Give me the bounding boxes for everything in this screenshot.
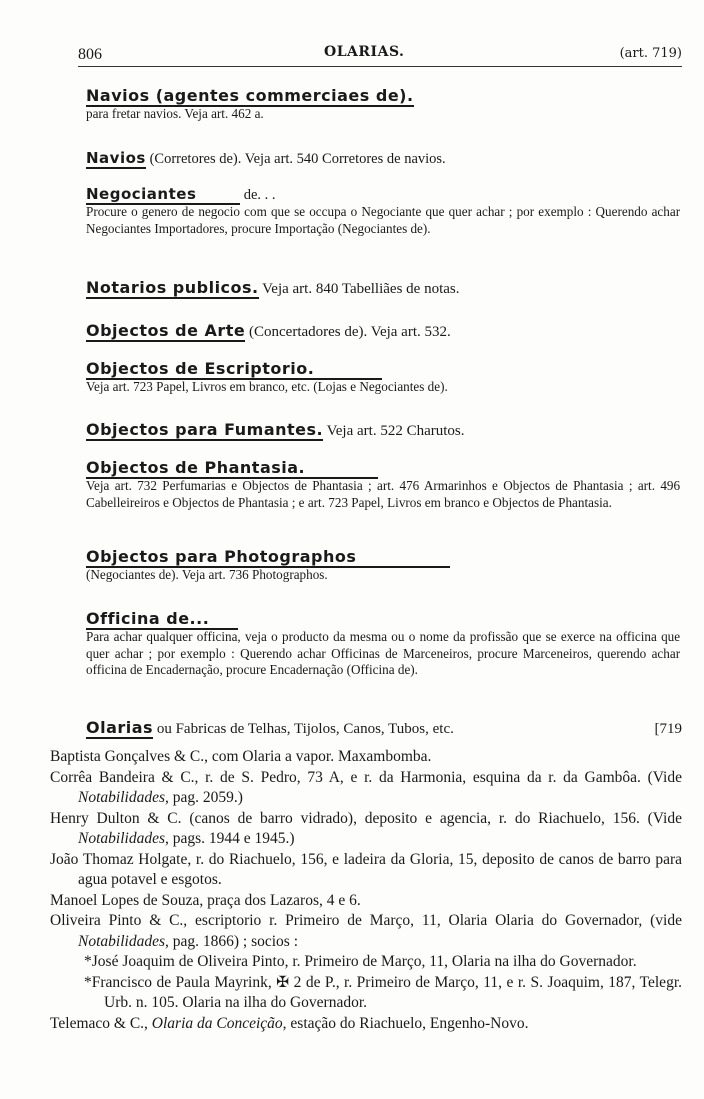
entry-keyword: Objectos de Escriptorio. [86,360,382,380]
entry-keyword: Olarias [86,718,154,737]
article-number: [719 [654,721,682,737]
list-item: Corrêa Bandeira & C., r. de S. Pedro, 73 A, e r. da Harmonia, esquina da r. da Gambôa. (Vide Notabilidades, pag. 2059.) [50,768,682,806]
list-item-partner: *José Joaquim de Oliveira Pinto, r. Primeiro de Março, 11, Olaria na ilha do Governador. [84,953,637,970]
entry-objectos-fumantes [86,421,682,441]
entry-text: (Concertadores de). Veja art. 532. [249,324,451,340]
entry-keyword: Objectos para Photographos [86,548,450,568]
page-number: 806 [78,46,102,63]
entry-navios-agentes [86,87,682,124]
entry-objectos-photographos [86,548,682,585]
entry-body: Veja art. 732 Perfumarias e Objectos de Phantasia ; art. 476 Armarinhos e Objectos de Phantasia ; art. 496 Cabelleireiros e Objectos de Phantasia ; e art. 723 Papel, Livros em branco e Objectos de Phantasia. [86,479,681,511]
page-title: OLARIAS. [324,44,405,60]
entry-text: (Corretores de). Veja art. 540 Corretores de navios. [149,151,446,167]
list-item: Manoel Lopes de Souza, praça dos Lazaros, 4 e 6. [50,891,361,909]
list-item: João Thomaz Holgate, r. do Riachuelo, 156, e ladeira da Gloria, 15, deposito de canos de barro para agua potavel e esgotos. [50,850,682,888]
list-item: Baptista Gonçalves & C., com Olaria a vapor. Maxambomba. [50,748,432,765]
list-item: Telemaco & C., Olaria da Conceição, estação do Riachuelo, Engenho-Novo. [50,1014,529,1032]
entry-negociantes [86,185,682,238]
entry-notarios [86,279,682,299]
entry-body: Veja art. 723 Papel, Livros em branco, etc. (Lojas e Negociantes de). [86,380,448,395]
entry-text: ou Fabricas de Telhas, Tijolos, Canos, Tubos, etc. [156,721,454,737]
header-rule [78,66,682,67]
list-item-partner: *Francisco de Paula Mayrink, ✠ 2 de P., r. Primeiro de Março, 11, e r. S. Joaquim, 187, Telegr. Urb. n. 105. Olaria na ilha do Governador. [84,973,682,1011]
list-item: Henry Dulton & C. (canos de barro vidrado), deposito e agencia, r. do Riachuelo, 156. (Vide Notabilidades, pags. 1944 e 1945.) [50,809,682,847]
entry-objectos-arte [86,322,682,342]
entry-body: (Negociantes de). Veja art. 736 Photographos. [86,568,328,583]
entry-text: para fretar navios. Veja art. 462 a. [86,107,264,122]
entry-keyword: Negociantes [86,185,240,205]
entry-objectos-escriptorio [86,360,682,397]
list-item: Oliveira Pinto & C., escriptorio r. Primeiro de Março, 11, Olaria Olaria do Governador, (vide Notabilidades, pag. 1866) ; socios : [50,912,682,950]
entry-keyword: Objectos de Arte [86,321,246,340]
entry-body: Procure o genero de negocio com que se occupa o Negociante que quer achar ; por exemplo : Querendo achar Negociantes Importadores, procure Importação (Negociantes de). [86,205,681,237]
entry-text: Veja art. 522 Charutos. [326,423,465,439]
entry-text: Veja art. 840 Tabelliães de notas. [262,281,460,297]
entry-keyword: Objectos de Phantasia. [86,459,378,479]
entry-olarias [86,719,682,739]
entry-officina [86,610,682,680]
running-header [78,46,682,68]
entry-keyword: Officina de... [86,610,238,630]
entry-objectos-phantasia [86,459,682,512]
entry-keyword: Objectos para Fumantes. [86,420,324,439]
entry-keyword: Notarios publicos. [86,278,259,297]
entry-keyword: Navios (agentes commerciaes de). [86,86,414,105]
entry-keyword: Navios [86,149,146,167]
entry-text: de. . . [243,187,276,203]
olarias-listings [50,747,682,1034]
article-range: (art. 719) [619,46,682,61]
entry-navios-corretores [86,149,682,169]
entry-body: Para achar qualquer officina, veja o producto da mesma ou o nome da profissão que se exerce na officina que quer achar ; por exemplo : Querendo achar Officinas de Marceneiros, procure Marceneiros, querendo achar officina de Encadernação, procure Encadernação (Officina de). [86,630,681,678]
